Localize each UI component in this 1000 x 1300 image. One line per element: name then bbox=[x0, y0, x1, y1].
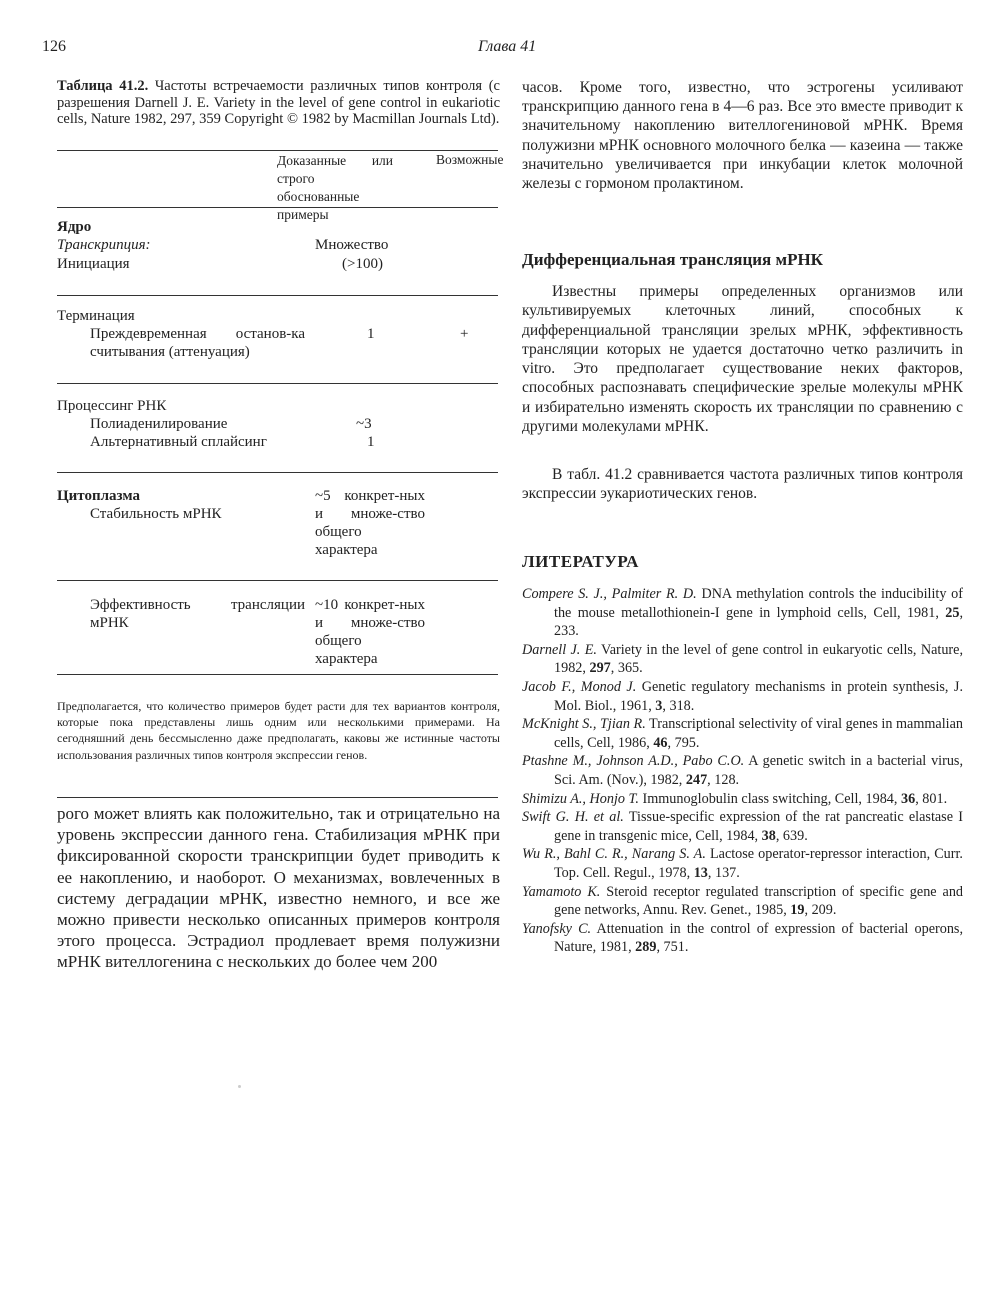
paragraph-table-reference: В табл. 41.2 сравнивается частота различных типов контроля экспрессии эукариотических генов. bbox=[522, 466, 963, 503]
table-section-nucleus: Ядро bbox=[57, 219, 92, 235]
table-top-rule bbox=[57, 150, 498, 151]
reference-item bbox=[522, 678, 963, 715]
reference-text: A genetic switch in a bacterial virus, Sci. Am. (Nov.), 1982, bbox=[554, 753, 963, 788]
reference-authors: McKnight S., Tjian R. bbox=[522, 716, 646, 733]
reference-pages: , 209. bbox=[804, 902, 837, 919]
table-header-rule bbox=[57, 207, 498, 208]
reference-list bbox=[522, 585, 963, 957]
reference-pages: , 128. bbox=[707, 771, 740, 788]
body-text-right: часов. Кроме того, известно, что эстрогены усиливают транскрипцию данного гена в 4—6 раз. Все это вместе приводит к значительному накоплению вителлогениновой мРНК. Время полужизни мРНК основного молочного белка — казеина — также значительно увеличивается при инкубации клеток молочной железы с гормоном пролактином. bbox=[522, 79, 963, 193]
table-section-cytoplasm: Цитоплазма bbox=[57, 488, 140, 504]
section-title: Дифференциальная трансляция мРНК bbox=[522, 250, 824, 269]
table-label-initiation: Инициация bbox=[57, 256, 130, 272]
body-text-left: рого может влиять как положительно, так и отрицательно на уровень экспрессии данного гена. Стабилизация мРНК при фиксированной скорости транскрипции будет приводить к ее накоплению, и наоборот. О механизмах, вовлеченных в систему деградации мРНК, известно немного, и все же можно привести несколько описанных примеров контроля этого процесса. Эстрадиол продлевает время полужизни мРНК вителлогенина с нескольких до более чем 200 bbox=[57, 804, 500, 972]
reference-authors: Darnell J. E. bbox=[522, 641, 597, 658]
reference-pages: , 639. bbox=[775, 827, 808, 844]
reference-item bbox=[522, 920, 963, 957]
reference-item bbox=[522, 752, 963, 789]
table-rule bbox=[57, 472, 498, 473]
table-col-header-proven: Доказанные или строго обоснованные примеры bbox=[277, 153, 393, 222]
reference-item bbox=[522, 883, 963, 920]
running-head: Глава 41 bbox=[478, 38, 537, 55]
table-label-splicing: Альтернативный сплайсинг bbox=[90, 434, 267, 450]
reference-item bbox=[522, 808, 963, 845]
table-label-attenuation: Преждевременная останов-ка считывания (аттенуация) bbox=[90, 326, 305, 360]
reference-text: Variety in the level of gene control in eukaryotic cells, Nature, 1982, bbox=[554, 641, 963, 677]
table-value-polyadenylation: ~3 bbox=[356, 416, 372, 432]
reference-authors: Swift G. H. et al. bbox=[522, 809, 624, 826]
table-bottom-rule bbox=[57, 674, 498, 675]
reference-authors: Yanofsky C. bbox=[522, 920, 592, 937]
table-col-header-possible: Возможные bbox=[436, 152, 504, 167]
reference-authors: Jacob F., Monod J. bbox=[522, 678, 637, 695]
table-label-translation-efficiency: Эффективность трансляции мРНК bbox=[90, 597, 305, 631]
reference-pages: , 137. bbox=[707, 864, 740, 881]
table-rule bbox=[57, 580, 498, 581]
table-rule bbox=[57, 383, 498, 384]
reference-authors: Compere S. J., Palmiter R. D. bbox=[522, 586, 697, 602]
reference-item bbox=[522, 585, 963, 641]
scan-speck bbox=[238, 1085, 241, 1088]
reference-volume: 297 bbox=[589, 660, 611, 677]
table-value-initiation-count: (>100) bbox=[342, 256, 383, 272]
table-section-rna-processing: Процессинг РНК bbox=[57, 398, 167, 414]
table-rule bbox=[57, 295, 498, 296]
table-value-attenuation: 1 bbox=[367, 326, 375, 342]
reference-authors: Shimizu A., Honjo T. bbox=[522, 790, 639, 807]
table-footnote: Предполагается, что количество примеров будет расти для тех вариантов контроля, которые пока представлены лишь одним или несколькими примерами. На сегодняшний день бессмысленно даже предполагать, каковы же истинные частоты использования различных типов контроля экспрессии генов. bbox=[57, 699, 500, 762]
table-caption-label: Таблица 41.2. bbox=[57, 78, 149, 94]
reference-pages: , 795. bbox=[667, 734, 700, 751]
reference-item bbox=[522, 790, 963, 809]
paragraph-differential-translation: Известны примеры определенных организмов или культивируемых клеточных линий, способных к дифференциальной трансляции зрелых мРНК, эффективность трансляции которых не удается достаточно четко различить in vitro. Это предполагает существование неких факторов, способных распознавать специфические зрелые молекулы мРНК и избирательно изменять скорость их трансляции по сравнению с другими молекулами мРНК. bbox=[522, 283, 963, 436]
reference-pages: , 318. bbox=[662, 697, 695, 714]
literature-title: ЛИТЕРАТУРА bbox=[522, 552, 639, 571]
reference-volume: 25 bbox=[945, 604, 960, 621]
reference-pages: , 233. bbox=[554, 604, 963, 640]
reference-pages: , 365. bbox=[610, 660, 643, 677]
reference-text: Genetic regulatory mechanisms in protein synthesis, J. Mol. Biol., 1961, bbox=[554, 678, 963, 714]
reference-volume: 19 bbox=[790, 902, 805, 919]
reference-authors: Yamamoto K. bbox=[522, 883, 601, 900]
reference-volume: 36 bbox=[901, 790, 916, 807]
reference-volume: 13 bbox=[693, 864, 708, 881]
reference-pages: , 801. bbox=[915, 790, 948, 807]
table-value-splicing: 1 bbox=[367, 434, 375, 450]
footnote-rule bbox=[57, 797, 498, 798]
table-value-translation-efficiency: ~10 конкрет-ных и множе-ство общего характера bbox=[315, 597, 425, 667]
reference-item bbox=[522, 845, 963, 882]
reference-volume: 3 bbox=[655, 697, 663, 714]
table-label-polyadenylation: Полиаденилирование bbox=[90, 416, 228, 432]
reference-text: Attenuation in the control of expression of bacterial operons, Nature, 1981, bbox=[554, 920, 963, 956]
table-value-initiation: Множество bbox=[315, 237, 389, 253]
table-caption-text: Частоты встречаемости различных типов контроля (с разрешения Darnell J. E. Variety in the level of gene control in eukariotic cells, Nature 1982, 297, 359 Copyright © 1982 by Macmillan Journals Ltd). bbox=[57, 78, 500, 127]
reference-volume: 46 bbox=[653, 734, 668, 751]
reference-text: Lactose operator-repressor interaction, Curr. Top. Cell. Regul., 1978, bbox=[554, 846, 963, 881]
reference-volume: 38 bbox=[761, 827, 776, 844]
table-label-mrna-stability: Стабильность мРНК bbox=[90, 506, 222, 522]
table-section-termination: Терминация bbox=[57, 308, 135, 324]
reference-authors: Ptashne M., Johnson A.D., Pabo C.O. bbox=[522, 753, 745, 770]
reference-item bbox=[522, 641, 963, 678]
reference-volume: 247 bbox=[685, 771, 708, 788]
reference-volume: 289 bbox=[635, 939, 657, 956]
table-value-attenuation-possible: + bbox=[460, 326, 469, 342]
table-value-mrna-stability: ~5 конкрет-ных и множе-ство общего характера bbox=[315, 488, 425, 558]
reference-text: Transcriptional selectivity of viral genes in mammalian cells, Cell, 1986, bbox=[554, 716, 963, 751]
reference-item bbox=[522, 715, 963, 752]
reference-pages: , 751. bbox=[656, 939, 689, 956]
page-number: 126 bbox=[42, 38, 66, 55]
reference-text: Tissue-specific expression of the rat pancreatic elastase I gene in transgenic mice, Cell, 1984, bbox=[554, 809, 963, 844]
reference-text: Steroid receptor regulated transcription of specific gene and gene networks, Annu. Rev. Genet., 1985, bbox=[554, 883, 964, 919]
table-label-transcription: Транскрипция: bbox=[57, 237, 151, 253]
reference-authors: Wu R., Bahl C. R., Narang S. A. bbox=[522, 846, 706, 863]
reference-text: Immunoglobulin class switching, Cell, 1984, bbox=[638, 790, 901, 807]
table-caption bbox=[57, 78, 500, 128]
reference-text: DNA methylation controls the inducibility of the mouse metallothionein-I gene in lymphoid cells, Cell, 1981, bbox=[554, 586, 963, 621]
